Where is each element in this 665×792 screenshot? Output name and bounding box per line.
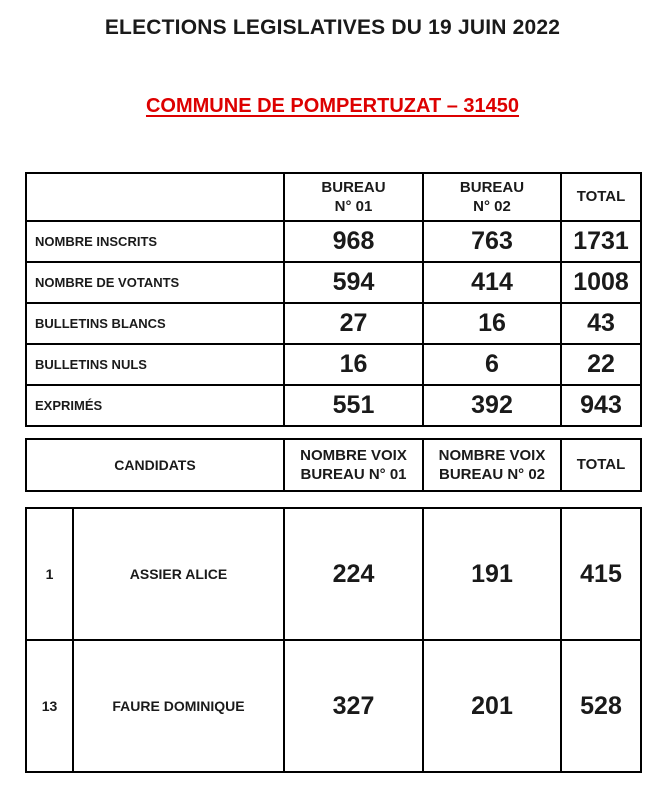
candidates-header-voix-bureau1 bbox=[284, 439, 423, 491]
candidates-header-candidats: CANDIDATS bbox=[26, 439, 284, 491]
row-bureau1-value: 27 bbox=[284, 303, 423, 344]
row-label: EXPRIMÉS bbox=[26, 385, 284, 426]
candidate-number: 13 bbox=[26, 640, 73, 772]
results-header-bureau1-line1: BUREAU bbox=[321, 178, 386, 196]
candidate-bureau2-votes: 191 bbox=[423, 508, 561, 640]
candidate-number: 1 bbox=[26, 508, 73, 640]
candidates-header-total: TOTAL bbox=[561, 439, 641, 491]
candidate-total-votes: 415 bbox=[561, 508, 641, 640]
results-header-total: TOTAL bbox=[561, 173, 641, 221]
row-total-value: 43 bbox=[561, 303, 641, 344]
row-label: NOMBRE INSCRITS bbox=[26, 221, 284, 262]
candidate-total-votes: 528 bbox=[561, 640, 641, 772]
candidates-header-voix1-line1: NOMBRE VOIX bbox=[300, 446, 407, 464]
row-bureau2-value: 16 bbox=[423, 303, 561, 344]
results-header-bureau1 bbox=[284, 173, 423, 221]
candidate-name: ASSIER ALICE bbox=[73, 508, 284, 640]
row-label: BULLETINS NULS bbox=[26, 344, 284, 385]
page-subtitle: COMMUNE DE POMPERTUZAT – 31450 bbox=[145, 95, 520, 117]
row-total-value: 22 bbox=[561, 344, 641, 385]
candidate-bureau1-votes: 327 bbox=[284, 640, 423, 772]
row-bureau2-value: 6 bbox=[423, 344, 561, 385]
row-bureau2-value: 763 bbox=[423, 221, 561, 262]
row-bureau1-value: 594 bbox=[284, 262, 423, 303]
results-row-votants bbox=[26, 262, 641, 303]
results-header-row bbox=[26, 173, 641, 221]
results-row-blancs bbox=[26, 303, 641, 344]
results-table bbox=[25, 172, 642, 427]
candidates-header-voix1-line2: BUREAU N° 01 bbox=[300, 466, 407, 483]
row-bureau2-value: 414 bbox=[423, 262, 561, 303]
row-label: BULLETINS BLANCS bbox=[26, 303, 284, 344]
results-header-bureau1-line2: N° 01 bbox=[334, 198, 373, 215]
page-title: ELECTIONS LEGISLATIVES DU 19 JUIN 2022 bbox=[104, 16, 561, 39]
candidate-row bbox=[26, 640, 641, 772]
candidates-header-voix2-line2: BUREAU N° 02 bbox=[438, 466, 546, 483]
row-total-value: 1008 bbox=[561, 262, 641, 303]
candidates-header-voix2-line1: NOMBRE VOIX bbox=[438, 446, 546, 464]
candidates-header-row bbox=[26, 439, 641, 491]
results-header-bureau2 bbox=[423, 173, 561, 221]
candidate-row bbox=[26, 508, 641, 640]
results-row-exprimes bbox=[26, 385, 641, 426]
candidates-header-voix-bureau2 bbox=[423, 439, 561, 491]
candidate-bureau2-votes: 201 bbox=[423, 640, 561, 772]
row-total-value: 1731 bbox=[561, 221, 641, 262]
candidates-header-table bbox=[25, 438, 642, 492]
row-bureau2-value: 392 bbox=[423, 385, 561, 426]
row-total-value: 943 bbox=[561, 385, 641, 426]
row-label: NOMBRE DE VOTANTS bbox=[26, 262, 284, 303]
results-header-bureau2-line1: BUREAU bbox=[459, 178, 525, 196]
row-bureau1-value: 16 bbox=[284, 344, 423, 385]
results-row-nuls bbox=[26, 344, 641, 385]
results-row-inscrits bbox=[26, 221, 641, 262]
results-header-bureau2-line2: N° 02 bbox=[473, 198, 511, 215]
candidate-bureau1-votes: 224 bbox=[284, 508, 423, 640]
candidate-name: FAURE DOMINIQUE bbox=[73, 640, 284, 772]
candidates-table bbox=[25, 507, 642, 773]
results-header-empty-cell bbox=[26, 173, 284, 221]
row-bureau1-value: 968 bbox=[284, 221, 423, 262]
row-bureau1-value: 551 bbox=[284, 385, 423, 426]
